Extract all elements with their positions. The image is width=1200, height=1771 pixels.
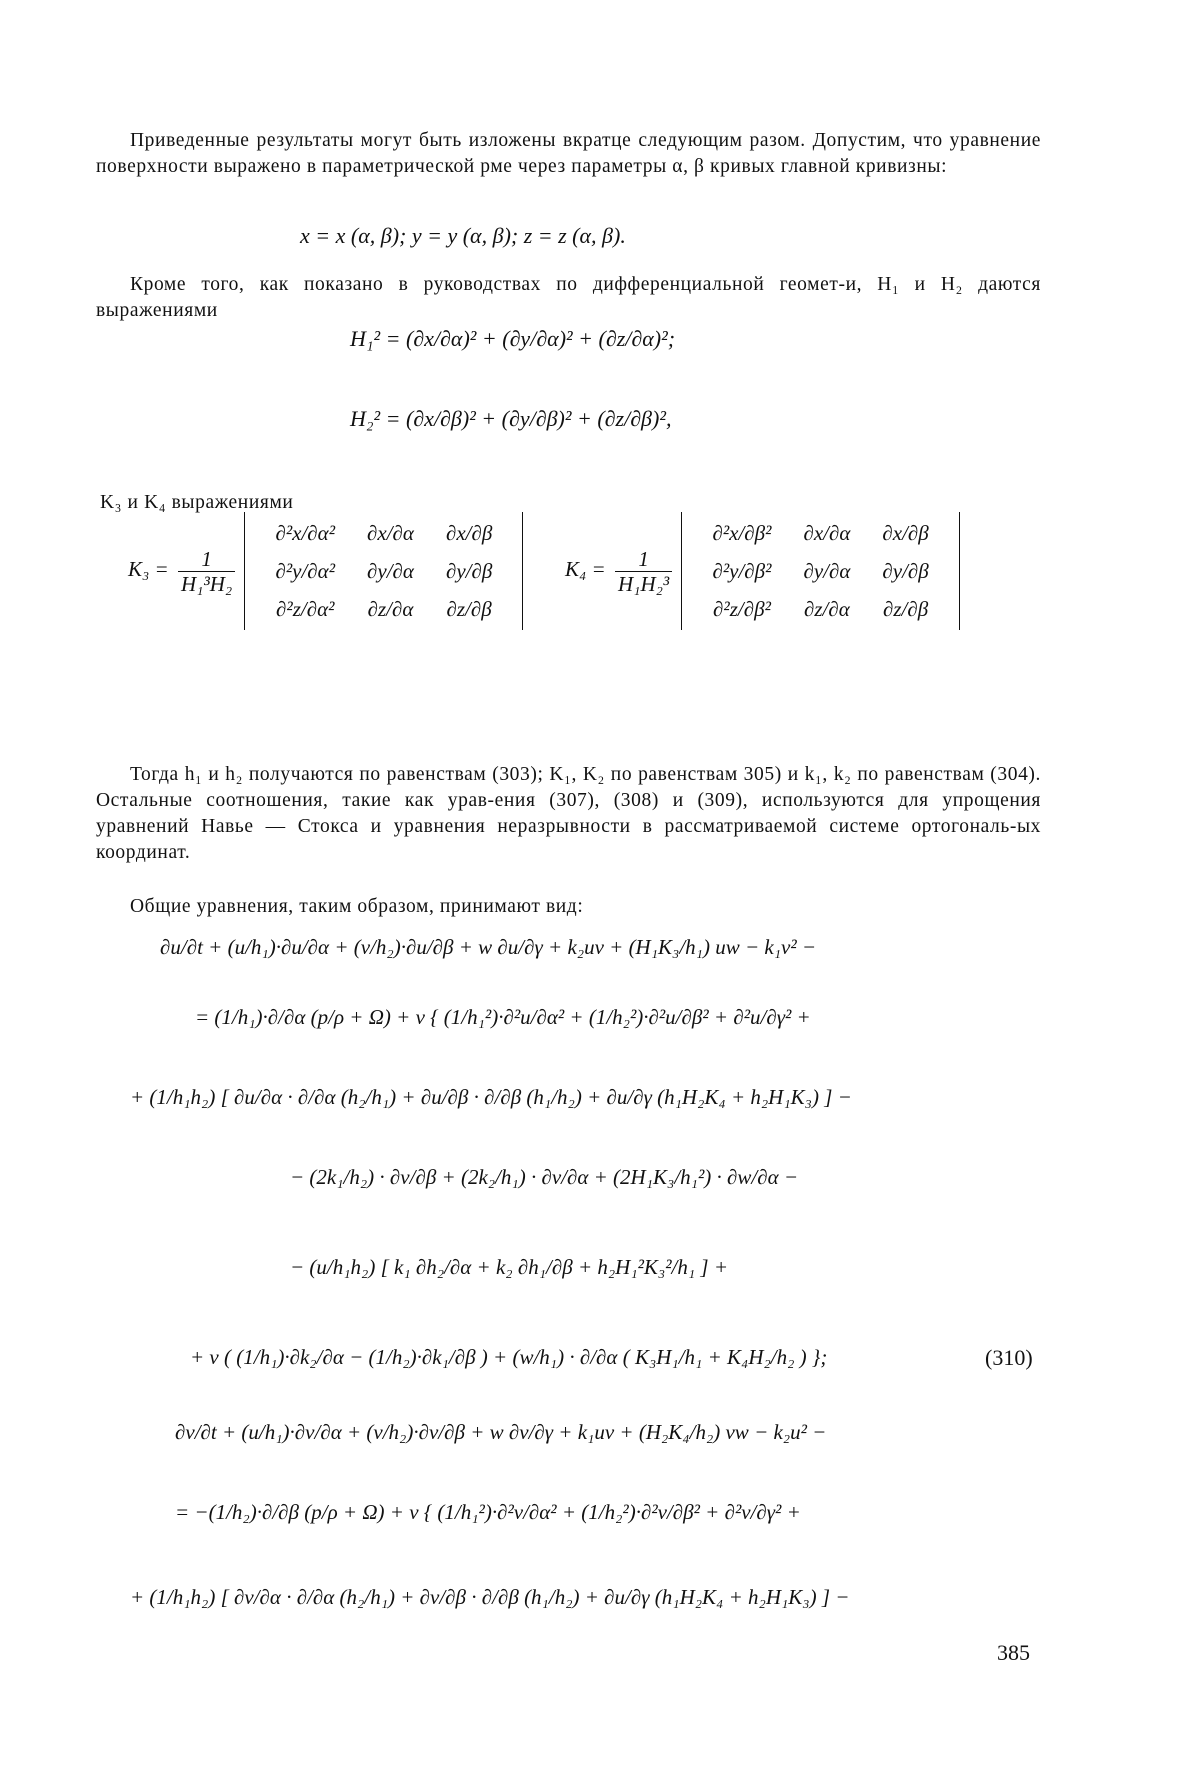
det-cell: ∂z/∂β [882,597,929,621]
equation-310-line: + v ( (1/h₁)·∂k₂/∂α − (1/h₂)·∂k₁/∂β ) + (w/h₁) · ∂/∂α ( K₃H₁/h₁ + K₄H₂/h₂ ) }; [190,1345,828,1369]
K4-coef-denominator: H₁H₂³ [617,571,670,596]
K4-coefficient [615,547,672,596]
equation-310-line: ∂u/∂t + (u/h₁)·∂u/∂α + (v/h₂)·∂u/∂β + w ∂u/∂γ + k₂uv + (H₁K₃/h₁) uw − k₁v² − [160,935,817,959]
det-cell: ∂²z/∂α² [276,597,335,621]
equation-v-line: = −(1/h₂)·∂/∂β (p/ρ + Ω) + ν { (1/h₁²)·∂²v/∂α² + (1/h₂²)·∂²v/∂β² + ∂²v/∂γ² + [175,1500,801,1524]
equation-H2: H₂² = (∂x/∂β)² + (∂y/∂β)² + (∂z/∂β)², [350,406,672,431]
det-cell: ∂x/∂α [367,521,414,545]
det-cell: ∂²x/∂β² [712,521,772,545]
det-cell: ∂²y/∂β² [712,559,772,583]
K3-coef-numerator: 1 [178,547,235,572]
K4-coef-numerator: 1 [615,547,672,572]
K3-coef-denominator: H₁³H₂ [180,571,233,596]
det-cell: ∂²z/∂β² [713,597,771,621]
K3-label: K₃ = [128,556,169,581]
equation-v-line: + (1/h₁h₂) [ ∂v/∂α · ∂/∂α (h₂/h₁) + ∂v/∂β · ∂/∂β (h₁/h₂) + ∂u/∂γ (h₁H₂K₄ + h₂H₁K₃) ] − [130,1585,850,1609]
K3-determinant [244,512,523,630]
equation-310-line: − (2k₁/h₂) · ∂v/∂β + (2k₂/h₁) · ∂v/∂α + (2H₁K₃/h₁²) · ∂w/∂α − [290,1165,799,1189]
paragraph-general-equations: Общие уравнения, таким образом, принимают вид: [130,895,584,917]
equation-v-line: ∂v/∂t + (u/h₁)·∂v/∂α + (v/h₂)·∂v/∂β + w ∂v/∂γ + k₁uv + (H₂K₄/h₂) vw − k₂u² − [175,1420,827,1444]
equation-number: (310) [985,1345,1033,1370]
equation-H1: H₁² = (∂x/∂α)² + (∂y/∂α)² + (∂z/∂α)²; [350,326,676,351]
K4-determinant [681,512,959,630]
det-cell: ∂x/∂β [445,521,493,545]
det-cell: ∂y/∂α [367,559,414,583]
equation-310-line: − (u/h₁h₂) [ k₁ ∂h₂/∂α + k₂ ∂h₁/∂β + h₂H₁²K₃²/h₁ ] + [290,1255,729,1279]
det-cell: ∂y/∂β [882,559,929,583]
page-number: 385 [997,1640,1030,1665]
equation-parametric: x = x (α, β); y = y (α, β); z = z (α, β). [300,223,626,248]
det-cell: ∂y/∂α [803,559,851,583]
paragraph-K3-K4: K₃ и K₄ выражениями [100,491,294,513]
det-cell: ∂z/∂β [446,597,492,621]
det-cell: ∂x/∂α [803,521,851,545]
paragraph-intro: Приведенные результаты могут быть изложены вкратце следующим разом. Допустим, что уравнение поверхности выражено в параметрической рме через параметры α, β кривых главной кривизны: [96,129,1041,177]
det-cell: ∂²x/∂α² [275,521,335,545]
det-cell: ∂x/∂β [882,521,929,545]
paragraph-relations: Тогда h₁ и h₂ получаются по равенствам (303); K₁, K₂ по равенствам 305) и k₁, k₂ по равенствам (304). Остальные соотношения, такие как урав-ения (307), (308) и (309), используются для упрощения уравнений Навье — Стокса и уравнения неразрывности в рассматриваемой системе ортогональ-ых координат. [96,763,1041,863]
det-cell: ∂z/∂α [804,597,850,621]
equation-K3 [128,512,523,630]
paragraph-geometry: Кроме того, как показано в руководствах по дифференциальной геомет-и, H₁ и H₂ даются выражениями [96,273,1041,321]
equation-310-line: + (1/h₁h₂) [ ∂u/∂α · ∂/∂α (h₂/h₁) + ∂u/∂β · ∂/∂β (h₁/h₂) + ∂u/∂γ (h₁H₂K₄ + h₂H₁K₃) ] − [130,1085,852,1109]
equation-K4 [565,512,960,630]
det-cell: ∂²y/∂α² [275,559,335,583]
det-cell: ∂y/∂β [445,559,493,583]
equation-310-line: = (1/h₁)·∂/∂α (p/ρ + Ω) + ν { (1/h₁²)·∂²u/∂α² + (1/h₂²)·∂²u/∂β² + ∂²u/∂γ² + [195,1005,811,1029]
K3-coefficient [178,547,235,596]
det-cell: ∂z/∂α [367,597,414,621]
K4-label: K₄ = [565,556,606,581]
